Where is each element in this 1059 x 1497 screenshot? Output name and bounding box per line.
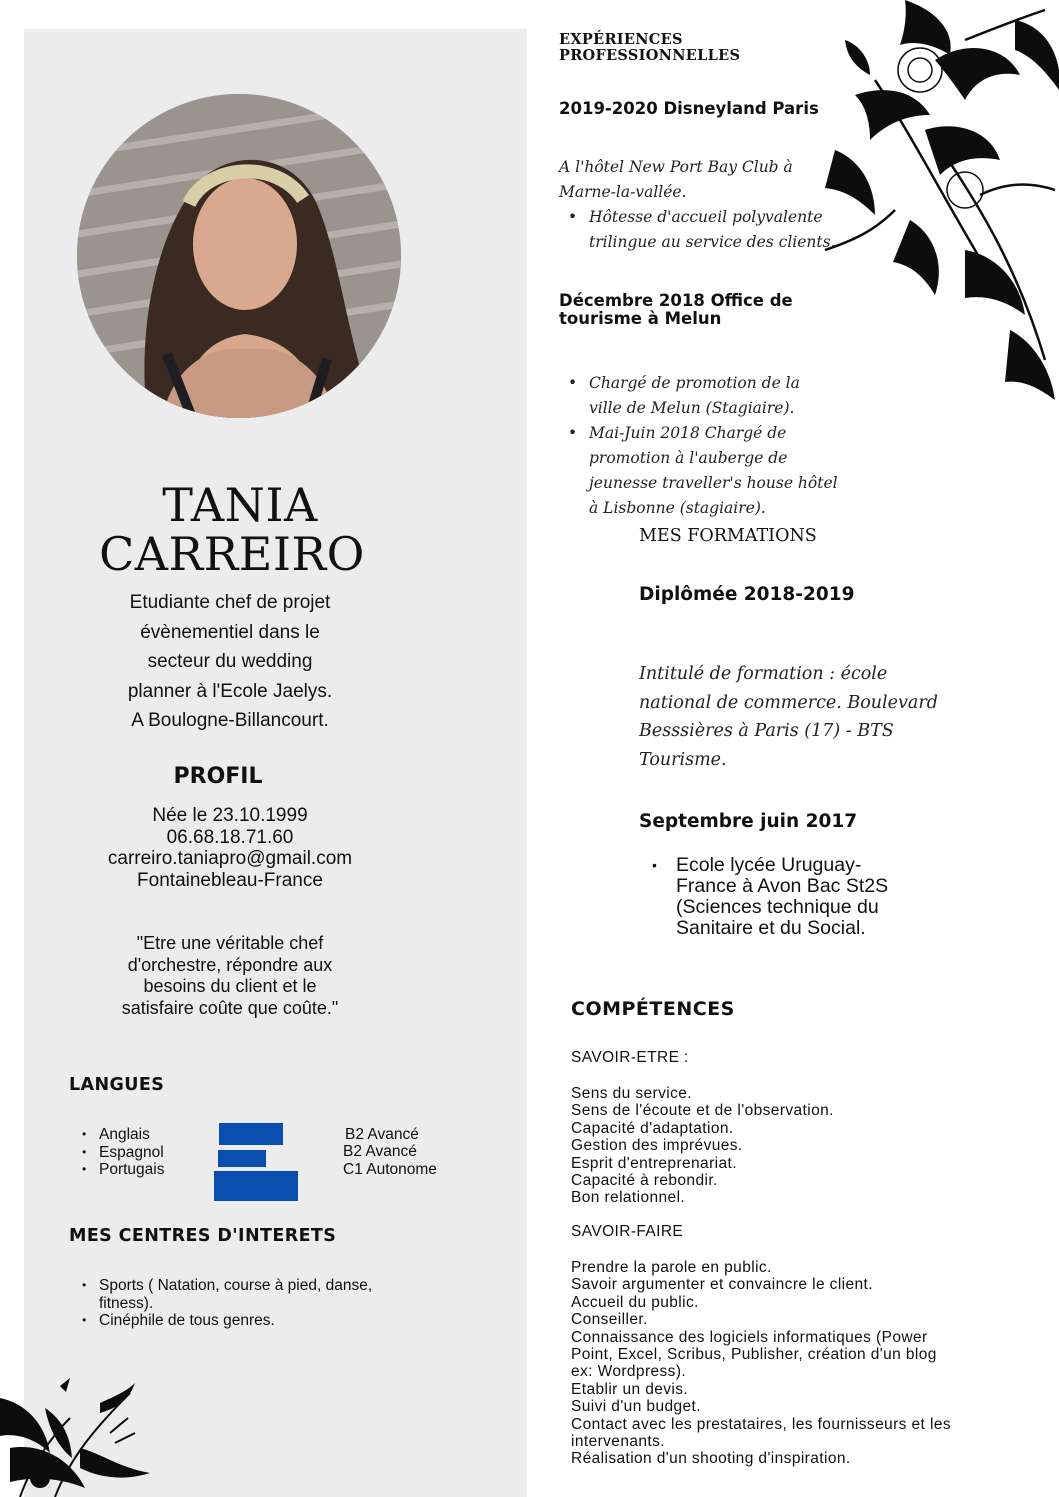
birth-date: Née le 23.10.1999 — [152, 805, 308, 826]
languages-heading: LANGUES — [69, 1075, 165, 1095]
diploma-description — [639, 660, 938, 774]
skill-item: Prendre la parole en public. — [571, 1259, 772, 1276]
profile-photo — [77, 94, 401, 418]
bullet-text — [652, 855, 888, 939]
experience-heading — [559, 32, 740, 64]
languages-list — [68, 1126, 164, 1179]
skill-item: Capacité d'adaptation. — [571, 1119, 734, 1137]
profile-quote — [24, 933, 436, 1019]
subtitle-line: évènementiel dans le — [140, 621, 320, 643]
skill-item: Réalisation d'un shooting d'inspiration. — [571, 1450, 851, 1468]
skill-item: Savoir argumenter et convaincre le client. — [571, 1276, 873, 1294]
skill-item: Sens du service. — [571, 1085, 692, 1102]
location: Fontainebleau-France — [137, 869, 323, 891]
savoir-faire-heading: SAVOIR-FAIRE — [571, 1223, 684, 1240]
job-bullet-line: à Lisbonne (stagiaire). — [589, 499, 766, 517]
subtitle-line: A Boulogne-Billancourt. — [131, 710, 329, 731]
skill-item: Accueil du public. — [571, 1293, 699, 1311]
phone-number: 06.68.18.71.60 — [166, 826, 294, 848]
bullet-dot: • — [652, 857, 657, 873]
education-bullet-line: Sanitaire et du Social. — [676, 917, 866, 939]
subtitle-line: secteur du wedding — [147, 651, 313, 672]
job-bullet-item — [559, 205, 836, 255]
skills-heading: COMPÉTENCES — [571, 998, 735, 1020]
first-name: TANIA — [162, 478, 318, 532]
interests-list — [68, 1277, 372, 1330]
second-education-title: Septembre juin 2017 — [639, 811, 858, 832]
job-bullet-item — [559, 421, 838, 521]
job-bullet-line: promotion à l'auberge de — [589, 449, 788, 467]
profile-contact — [24, 805, 436, 891]
skill-item: Conseiller. — [571, 1311, 648, 1329]
decorative-flower-top-right — [815, 0, 1059, 410]
language-level-bar — [218, 1150, 266, 1167]
skill-item: intervenants. — [571, 1433, 665, 1451]
email-address: carreiro.taniapro@gmail.com — [107, 848, 353, 869]
second-education-bullet — [652, 855, 888, 939]
skill-item: Capacité à rebondir. — [571, 1172, 718, 1190]
language-level: B2 Avancé — [345, 1126, 419, 1143]
skill-item: Bon relationnel. — [571, 1189, 686, 1207]
skill-item: Connaissance des logiciels informatiques (Power — [571, 1328, 928, 1346]
subtitle-line: planner à l'Ecole Jaelys. — [127, 680, 333, 702]
education-heading: MES FORMATIONS — [639, 526, 817, 546]
job-bullet-item — [559, 371, 838, 421]
education-bullet-line: France à Avon Bac St2S — [676, 875, 889, 897]
education-bullet-line: (Sciences technique du — [676, 896, 879, 918]
person-subtitle — [24, 588, 436, 736]
skill-item: Suivi d'un budget. — [571, 1398, 701, 1416]
job-title-line: tourisme à Melun — [559, 309, 722, 328]
last-name: CARREIRO — [99, 527, 365, 581]
skill-item: Gestion des imprévues. — [571, 1137, 743, 1155]
experience-heading-line: PROFESSIONNELLES — [559, 47, 741, 64]
skill-item: Point, Excel, Scribus, Publisher, création d'un blog — [571, 1346, 937, 1364]
quote-line: satisfaire coûte que coûte." — [121, 997, 339, 1018]
savoir-etre-list — [571, 1085, 834, 1207]
savoir-etre-heading: SAVOIR-ETRE : — [571, 1049, 689, 1066]
job-title — [559, 292, 793, 328]
job-bullet-line: trilingue au service des clients. — [589, 233, 836, 251]
diploma-description-line: Intitulé de formation : école — [639, 664, 888, 684]
skill-item: Esprit d'entreprenariat. — [571, 1154, 737, 1172]
quote-line: besoins du client et le — [143, 976, 317, 996]
job-description-line: Marne-la-vallée. — [559, 183, 687, 201]
skill-item: Sens de l'écoute et de l'observation. — [571, 1102, 834, 1120]
diploma-description-line: Tourisme. — [639, 749, 727, 770]
job-description-line: A l'hôtel New Port Bay Club à — [559, 158, 793, 176]
profile-heading: PROFIL — [173, 764, 263, 789]
language-item: • Anglais — [68, 1126, 164, 1144]
subtitle-line: Etudiante chef de projet — [129, 592, 331, 613]
skill-item: Contact avec les prestataires, les fournisseurs et les — [571, 1415, 951, 1433]
interest-item-continuation: fitness). — [99, 1294, 154, 1312]
language-level-bar — [214, 1171, 298, 1201]
job-bullets — [559, 371, 838, 521]
job-bullet-line: Hôtesse d'accueil polyvalente — [589, 208, 823, 226]
interest-item: • Cinéphile de tous genres. — [68, 1312, 372, 1330]
job-title: 2019-2020 Disneyland Paris — [559, 99, 819, 118]
job-bullet-line: jeunesse traveller's house hôtel — [589, 474, 838, 492]
quote-line: d'orchestre, répondre aux — [127, 954, 333, 975]
language-level: B2 Avancé — [343, 1143, 417, 1160]
job-bullet-line: • Mai-Juin 2018 Chargé de — [589, 424, 787, 442]
savoir-faire-list — [571, 1259, 951, 1468]
language-item: • Espagnol — [68, 1144, 164, 1162]
job-bullet-line: • Chargé de promotion de la — [589, 374, 800, 392]
skill-item: Etablir un devis. — [571, 1380, 689, 1398]
diploma-title: Diplômée 2018-2019 — [639, 584, 855, 605]
interest-item: • Sports ( Natation, course à pied, danse, — [68, 1277, 372, 1295]
language-level: C1 Autonome — [343, 1161, 437, 1178]
interests-heading: MES CENTRES D'INTERETS — [69, 1226, 337, 1246]
diploma-description-line: Besssières à Paris (17) - BTS — [639, 721, 894, 741]
decorative-flower-bottom-left — [0, 1378, 160, 1497]
job-description — [559, 155, 836, 255]
experience-heading-line: EXPÉRIENCES — [559, 31, 683, 48]
diploma-description-line: national de commerce. Boulevard — [639, 692, 938, 713]
profile-photo-illustration — [77, 94, 401, 418]
education-bullet-line: Ecole lycée Uruguay- — [676, 854, 862, 876]
job-title-line: Décembre 2018 Office de — [559, 291, 793, 310]
skill-item: ex: Wordpress). — [571, 1363, 687, 1381]
language-item: • Portugais — [68, 1161, 164, 1179]
job-bullets — [559, 205, 836, 255]
language-level-bar — [219, 1123, 283, 1145]
quote-line: "Etre une véritable chef — [136, 933, 324, 953]
job-bullet-line: ville de Melun (Stagiaire). — [589, 399, 795, 417]
